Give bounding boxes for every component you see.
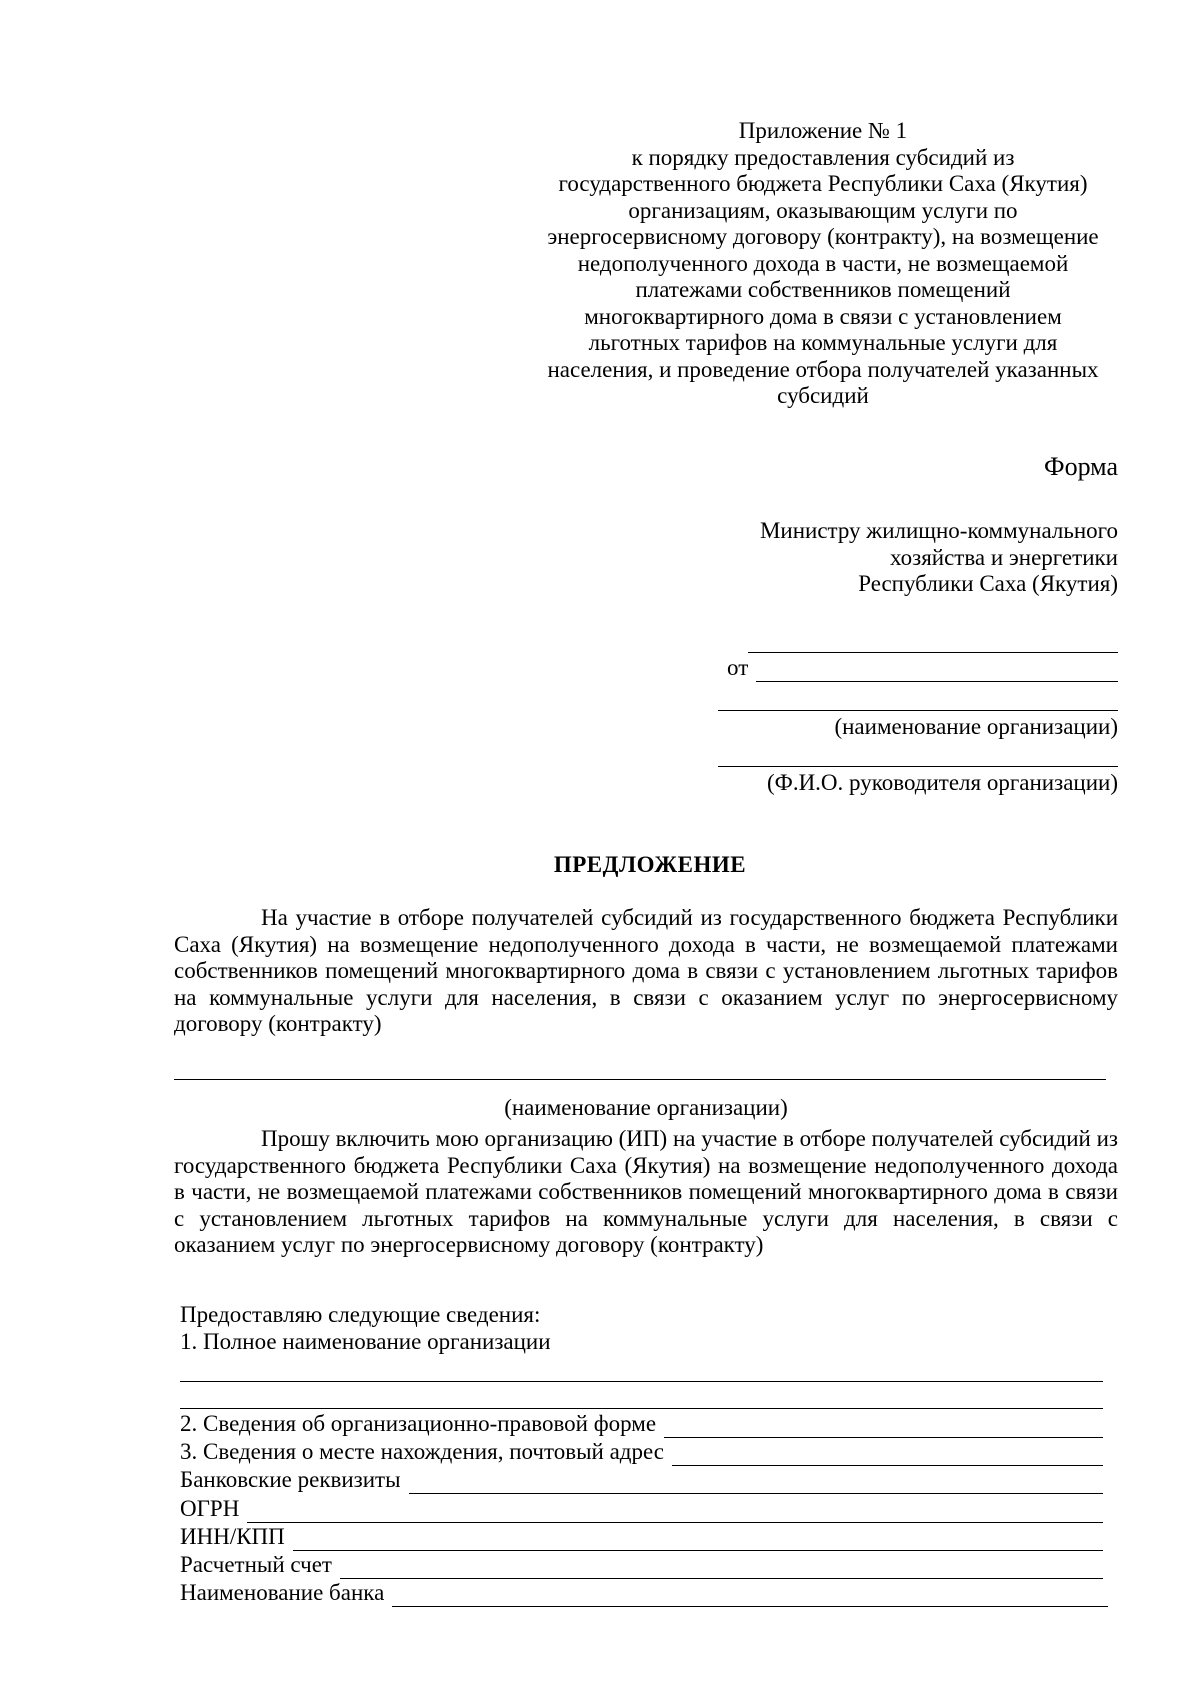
org-name-line[interactable] [174, 1079, 1106, 1080]
info-heading: Предоставляю следующие сведения: [180, 1302, 541, 1327]
paragraph-intro: На участие в отборе получателей субсидий из государственного бюджета Республики Саха (Якутия) на возмещение недополученного дохода в части, не возмещаемой платежами собственников помещений многоквартирного дома в связи с установлением льготных тарифов на коммунальные услуги для населения, в связи с оказанием услуг по энергосервисному договору (контракту) [174, 905, 1118, 1036]
org-name-caption: (наименование организации) [834, 714, 1118, 739]
form-label: Форма [1044, 452, 1118, 481]
addressee-line: Министру жилищно-коммунального [759, 518, 1118, 543]
account-field[interactable] [340, 1558, 1103, 1579]
info-row-bank-name [180, 1580, 1108, 1607]
annex-line: платежами собственников помещений [635, 277, 1011, 302]
annex-line: многоквартирного дома в связи с установлением [584, 303, 1062, 329]
address-label: 3. Сведения о месте нахождения, почтовый адрес [180, 1439, 664, 1464]
bank-name-field[interactable] [392, 1586, 1108, 1607]
full-name-line-1[interactable] [180, 1381, 1103, 1382]
addressee-line: хозяйства и энергетики [889, 544, 1118, 570]
info-row-bank-details [180, 1467, 1103, 1494]
annex-line: государственного бюджета Республики Саха (Якутия) [558, 171, 1088, 196]
address-field[interactable] [672, 1445, 1103, 1466]
legal-form-field[interactable] [664, 1417, 1103, 1438]
info-row-inn-kpp [180, 1524, 1103, 1551]
annex-line: Приложение № 1 [738, 118, 908, 143]
ogrn-field[interactable] [247, 1502, 1103, 1523]
account-label: Расчетный счет [180, 1552, 332, 1577]
info-row-address [180, 1439, 1103, 1466]
document-title: ПРЕДЛОЖЕНИЕ [553, 852, 747, 877]
annex-line: энергосервисному договору (контракту), на возмещение [547, 224, 1099, 249]
paragraph-request: Прошу включить мою организацию (ИП) на участие в отборе получателей субсидий из государственного бюджета Республики Саха (Якутия) на возмещение недополученного дохода в части, не возмещаемой платежами собственников помещений многоквартирного дома в связи с установлением льготных тарифов на коммунальные услуги для населения, в связи с оказанием услуг по энергосервисному договору (контракту) [174, 1126, 1118, 1257]
from-label: от [727, 655, 749, 680]
annex-line: населения, и проведение отбора получателей указанных [547, 356, 1099, 382]
bank-details-label: Банковские реквизиты [180, 1467, 401, 1492]
addressee-line: Республики Саха (Якутия) [858, 571, 1118, 596]
bank-name-label: Наименование банка [180, 1580, 385, 1605]
org-name-caption-center: (наименование организации) [504, 1095, 788, 1120]
from-field-line-1[interactable] [748, 652, 1118, 653]
annex-line: субсидий [777, 383, 869, 408]
addressee-block [760, 518, 1118, 598]
full-name-line-2[interactable] [180, 1408, 1103, 1409]
ogrn-label: ОГРН [180, 1496, 240, 1521]
head-name-caption: (Ф.И.О. руководителя организации) [766, 770, 1118, 795]
info-row-account [180, 1552, 1103, 1579]
legal-form-label: 2. Сведения об организационно-правовой форме [180, 1411, 657, 1436]
head-name-field-line[interactable] [718, 766, 1118, 767]
bank-details-field[interactable] [409, 1473, 1103, 1494]
annex-line: льготных тарифов на коммунальные услуги для [588, 330, 1058, 355]
annex-line: организациям, оказывающим услуги по [628, 197, 1018, 223]
info-row-legal-form [180, 1411, 1103, 1438]
inn-kpp-field[interactable] [293, 1530, 1103, 1551]
annex-line: недополученного дохода в части, не возмещаемой [577, 250, 1069, 276]
annex-line: к порядку предоставления субсидий из [631, 144, 1015, 170]
annex-header [528, 118, 1118, 410]
inn-kpp-label: ИНН/КПП [180, 1524, 285, 1549]
org-name-field-line[interactable] [718, 710, 1118, 711]
info-row-ogrn [180, 1496, 1103, 1523]
info-item-full-name: 1. Полное наименование организации [180, 1329, 551, 1354]
from-field-line-2[interactable] [756, 681, 1118, 682]
